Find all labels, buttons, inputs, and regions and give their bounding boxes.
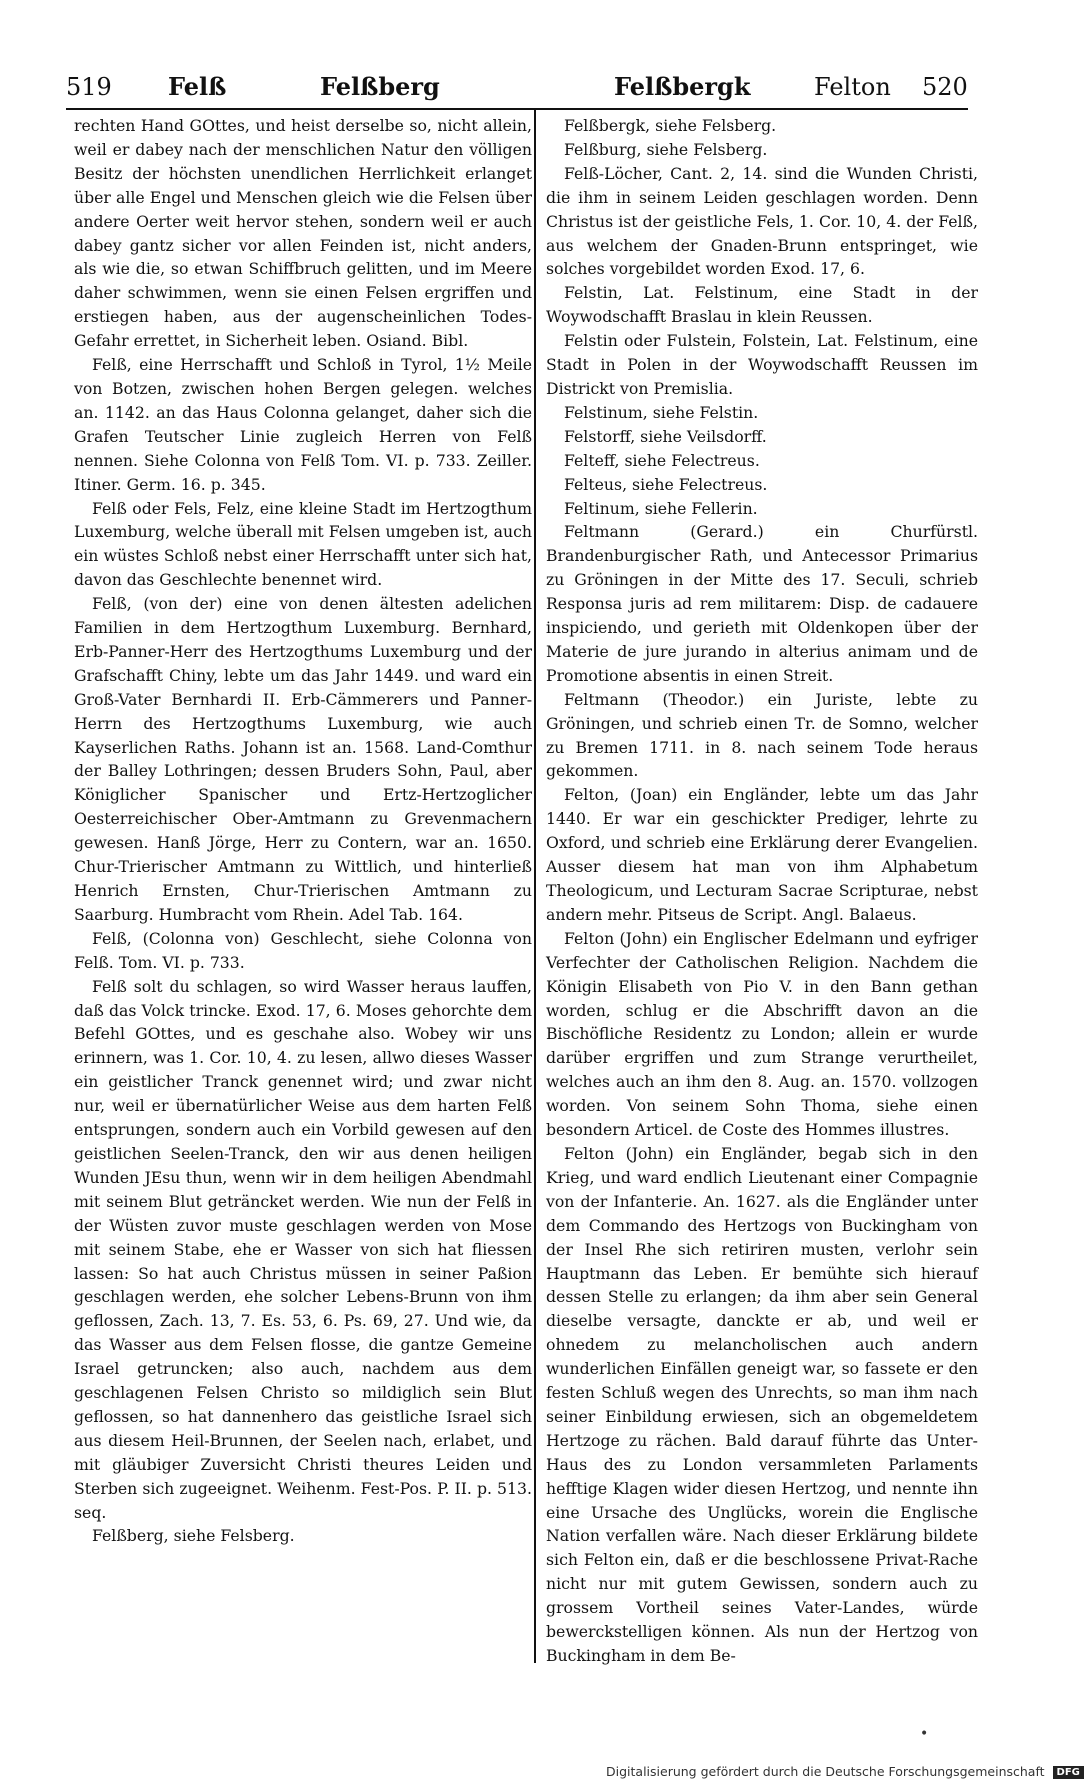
entry-paragraph: Felß, (von der) eine von denen ältesten adelichen Familien in dem Hertzogthum Luxemburg. Bernhard, Erb-Panner-Herr des Hertzogthums Luxemburg und der Grafschafft Chiny, lebte um das Jahr 1449. und ward ein Groß-Vater Bernhardi II. Erb-Cämmerers und Panner-Herrn des Hertzogthums Luxemburg, wie auch Kayserlichen Raths. Johann ist an. 1568. Land-Comthur der Balley Lothringen; dessen Bruders Sohn, Paul, aber Königlicher Spanischer und Ertz-Hertzoglicher Oesterreichischer Ober-Amtmann zu Grevenmachern gewesen. Hanß Jörge, Herr zu Contern, war an. 1650. Chur-Trierischer Amtmann zu Wittlich, und hinterließ Henrich Ernsten, Chur-Trierischen Amtmann zu Saarburg. Humbracht vom Rhein. Adel Tab. 164. (74, 594, 532, 924)
entry-paragraph: Feltmann (Theodor.) ein Juriste, lebte zu Gröningen, und schrieb einen Tr. de Somno, welcher zu Bremen 1711. in 8. nach seinem Tode heraus gekommen. (546, 689, 978, 781)
left-page-number: 519 (66, 73, 112, 101)
left-column (74, 114, 532, 1548)
left-running-head-1: Felß (168, 72, 227, 101)
right-running-head-1: Felßbergk (614, 72, 751, 101)
digitization-footer (606, 1764, 1080, 1784)
entry-paragraph: Felß-Löcher, Cant. 2, 14. sind die Wunden Christi, die ihm in seinem Leiden geschlagen worden. Denn Christus ist der geistliche Fels, 1. Cor. 10, 4. der Felß, aus welchem der Gnaden-Brunn entspringet, wie solches vorgebildet worden Exod. 17, 6. (546, 163, 978, 279)
right-column (546, 114, 978, 1668)
left-running-head-2: Felßberg (320, 72, 440, 101)
entry-paragraph: rechten Hand GOttes, und heist derselbe so, nicht allein, weil er dabey nach der menschlichen Natur den völligen Besitz der höchsten unendlichen Herrlichkeit erlanget über alle Engel und Menschen gleich wie die Felsen über andere Oerter weit hervor stehen, sondern weil er auch dabey gantz sicher vor allen Feinden ist, nicht anders, als wie die, so etwan Schiffbruch gelitten, und im Meere daher schwimmen, wenn sie einen Felsen ergriffen und erstiegen haben, aus der augenscheinlichen Todes-Gefahr errettet, in Sicherheit leben. Osiand. Bibl. (74, 116, 532, 351)
entry-paragraph: Felstorff, siehe Veilsdorff. (564, 426, 767, 446)
entry-paragraph: Felßburg, siehe Felsberg. (564, 139, 768, 159)
entry-paragraph: Felßbergk, siehe Felsberg. (564, 116, 777, 135)
entry-paragraph: Felstin oder Fulstein, Folstein, Lat. Felstinum, eine Stadt in Polen in der Woywodschafft Reussen im Districkt von Premislia. (546, 331, 978, 398)
entry-paragraph: Felteff, siehe Felectreus. (564, 450, 760, 470)
entry-paragraph: Felton (John) ein Engländer, begab sich in den Krieg, und ward endlich Lieutenant einer Compagnie von der Infanterie. An. 1627. als die Engländer unter dem Commando des Hertzogs von Buckingham von der Insel Rhe sich retiriren musten, verlohr sein Hauptmann das Leben. Er bemühte sich hierauf dessen Stelle zu erlangen; da ihm aber sein General dieselbe versagte, danckte er ab, und weil er ohnedem zu melancholischen auch andern wunderlichen Einfällen geneigt war, so fassete er den festen Schluß wegen des Unrechts, so man ihm nach seiner Einbildung erwiesen, sich an obgemeldetem Hertzoge zu rächen. Bald darauf führte das Unter-Haus des zu London versammleten Parlaments hefftige Klagen wider diesen Hertzog, und nennte ihn eine Ursache des Unglücks, worein die Englische Nation verfallen wäre. Nach dieser Erklärung bildete sich Felton ein, daß er die beschlossene Privat-Rache nicht nur mit gutem Gewissen, sondern auch zu grossem Vortheil seines Vater-Landes, würde bewerckstelligen können. Als nun der Hertzog von Buckingham in dem Be- (546, 1143, 978, 1665)
right-running-head-2: Felton (814, 73, 891, 101)
entry-paragraph: Felßberg, siehe Felsberg. (92, 1526, 295, 1546)
entry-paragraph: Feltinum, siehe Fellerin. (564, 498, 758, 518)
entry-paragraph: Felton, (Joan) ein Engländer, lebte um das Jahr 1440. Er war ein geschickter Prediger, lehrte zu Oxford, und schrieb eine Erklärung derer Evangelien. Ausser diesem hat man von ihm Alphabetum Theologicum, und Lecturam Sacrae Scripturae, nebst andern mehr. Pitseus de Script. Angl. Balaeus. (546, 785, 978, 924)
entry-paragraph: Feltmann (Gerard.) ein Churfürstl. Brandenburgischer Rath, und Antecessor Primarius zu Gröningen in der Mitte des 17. Seculi, schrieb Responsa juris ad rem militarem: Disp. de cadauere inspiciendo, und gerieth mit Oldenkopen über der Materie de jure jurando in alterius animam und de Promotione absentis in einen Streit. (546, 522, 978, 685)
footer-credit-text: Digitalisierung gefördert durch die Deutsche Forschungsgemeinschaft (606, 1764, 1045, 1779)
entry-paragraph: Felß, (Colonna von) Geschlecht, siehe Colonna von Felß. Tom. VI. p. 733. (74, 928, 532, 972)
page-speck: • (920, 1726, 929, 1742)
entry-paragraph: Felstin, Lat. Felstinum, eine Stadt in der Woywodschafft Braslau in klein Reussen. (546, 283, 978, 327)
header-rule (66, 108, 968, 110)
entry-paragraph: Felstinum, siehe Felstin. (564, 402, 759, 422)
entry-paragraph: Felß solt du schlagen, so wird Wasser heraus lauffen, daß das Volck trincke. Exod. 17, 6. Moses gehorchte dem Befehl GOttes, und es geschahe also. Wobey wir uns erinnern, was 1. Cor. 10, 4. zu lesen, allwo dieses Wasser ein geistlicher Tranck genennet wird; und zwar nicht nur, weil er übernatürlicher Weise aus dem harten Felß entsprungen, sondern auch ein Vorbild gewesen auf den geistlichen Seelen-Tranck, den wir aus denen heiligen Wunden JEsu thun, wenn wir in dem heiligen Abendmahl mit seinem Blut geträncket werden. Wie nun der Felß in der Wüsten zuvor muste geschlagen werden von Mose mit seinem Stabe, ehe er Wasser von sich hat fliessen lassen: So hat auch Christus müssen in seiner Paßion geschlagen werden, ehe solcher Lebens-Brunn von ihm geflossen, Zach. 13, 7. Es. 53, 6. Ps. 69, 27. Und wie, da das Wasser aus dem Felsen flosse, die gantze Gemeine Israel getruncken; also auch, nachdem aus dem geschlagenen Felsen Christo so mildiglich sein Blut geflossen, so hat dannenhero das geistliche Israel sich aus diesem Heil-Brunnen, der Seelen nach, erlabet, und mit gläubiger Zuversicht Christi theures Leiden und Sterben sich zugeeignet. Weihenm. Fest-Pos. P. II. p. 513. seq. (74, 976, 532, 1522)
entry-paragraph: Felteus, siehe Felectreus. (564, 474, 768, 494)
dfg-logo: DFG (1053, 1766, 1084, 1779)
column-divider (534, 110, 536, 1663)
entry-paragraph: Felß oder Fels, Felz, eine kleine Stadt im Hertzogthum Luxemburg, welche überall mit Felsen umgeben ist, auch ein wüstes Schloß nebst einer Herrschafft unter sich hat, davon das Geschlechte benennet wird. (74, 498, 532, 590)
page-header (66, 72, 968, 106)
entry-paragraph: Felton (John) ein Englischer Edelmann und eyfriger Verfechter der Catholischen Religion. Nachdem die Königin Elisabeth von Pio V. in den Bann gethan worden, schlug er die Abschrifft davon an die Bischöfliche Residentz zu London; allein er wurde darüber ergriffen und zum Strange verurtheilet, welches auch an ihm den 8. Aug. an. 1570. vollzogen worden. Von seinem Sohn Thoma, siehe einen besondern Articel. de Coste des Hommes illustres. (546, 928, 978, 1140)
entry-paragraph: Felß, eine Herrschafft und Schloß in Tyrol, 1½ Meile von Botzen, zwischen hohen Bergen gelegen. welches an. 1142. an das Haus Colonna gelanget, daher sich die Grafen Teutscher Linie zugleich Herren von Felß nennen. Siehe Colonna von Felß Tom. VI. p. 733. Zeiller. Itiner. Germ. 16. p. 345. (74, 355, 532, 494)
right-page-number: 520 (922, 73, 968, 101)
